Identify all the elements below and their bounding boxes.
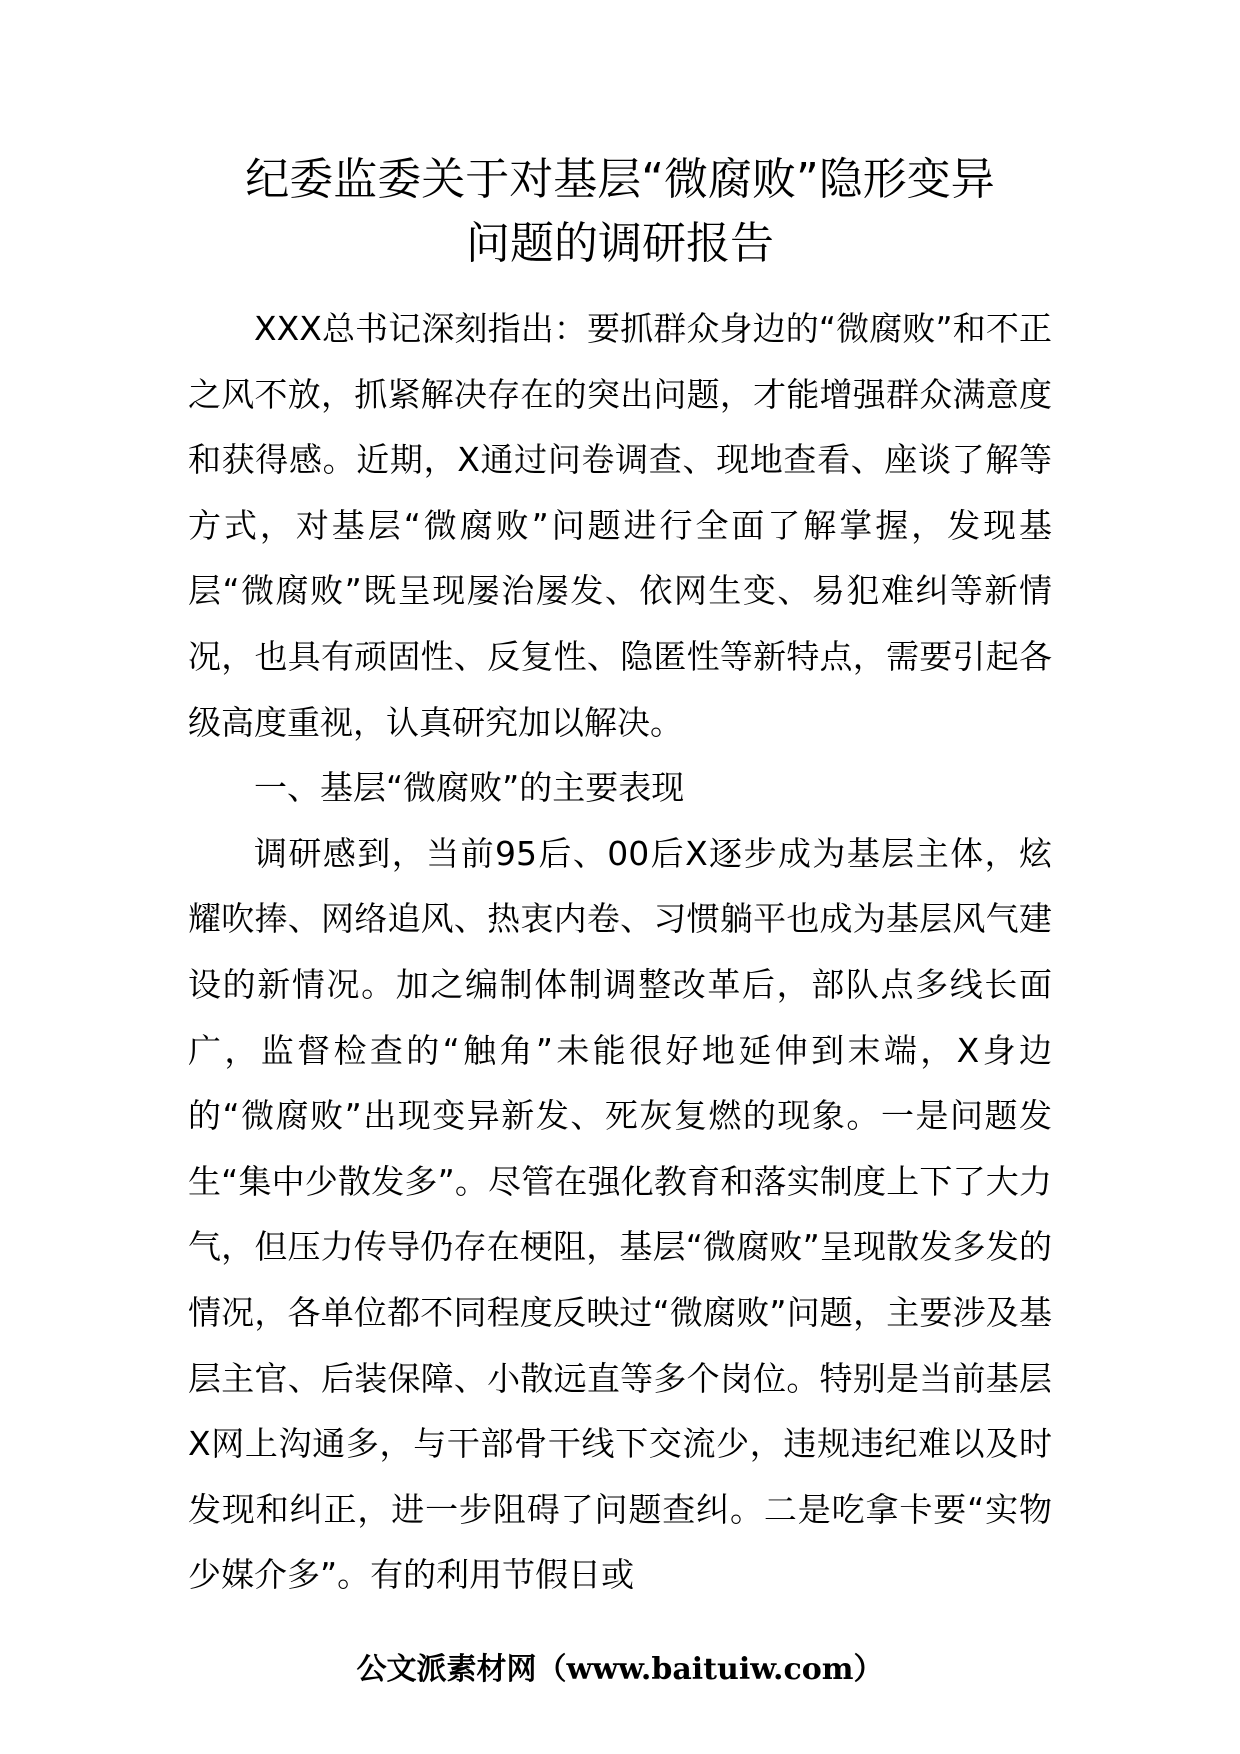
document-body bbox=[188, 296, 1052, 1608]
footer-watermark: 公文派素材网（www.baituiw.com） bbox=[356, 1652, 884, 1687]
section-heading: 一、基层“微腐败”的主要表现 bbox=[254, 768, 685, 808]
title-line-1: 纪委监委关于对基层“微腐败”隐形变异 bbox=[245, 154, 995, 205]
title-line-2: 问题的调研报告 bbox=[466, 218, 774, 269]
section-paragraph: 调研感到，当前95后、00后X逐步成为基层主体，炫耀吹捧、网络追风、热衷内卷、习惯躺平也成为基层风气建设的新情况。加之编制体制调整改革后，部队点多线长面广，监督检查的“触角”未能很好地延伸到末端，X身边的“微腐败”出现变异新发、死灰复燃的现象。一是问题发生“集中少散发多”。尽管在强化教育和落实制度上下了大力气，但压力传导仍存在梗阻，基层“微腐败”呈现散发多发的情况，各单位都不同程度反映过“微腐败”问题，主要涉及基层主官、后装保障、小散远直等多个岗位。特别是当前基层X网上沟通多，与干部骨干线下交流少，违规违纪难以及时发现和纠正，进一步阻碍了问题查纠。二是吃拿卡要“实物少媒介多”。有的利用节假日或 bbox=[188, 833, 1052, 1595]
intro-paragraph: XXX总书记深刻指出：要抓群众身边的“微腐败”和不正之风不放，抓紧解决存在的突出问题，才能增强群众满意度和获得感。近期，X通过问卷调查、现地查看、座谈了解等方式，对基层“微腐败”问题进行全面了解掌握，发现基层“微腐败”既呈现屡治屡发、依网生变、易犯难纠等新情况，也具有顽固性、反复性、隐匿性等新特点，需要引起各级高度重视，认真研究加以解决。 bbox=[188, 309, 1052, 742]
document-title bbox=[188, 148, 1052, 276]
